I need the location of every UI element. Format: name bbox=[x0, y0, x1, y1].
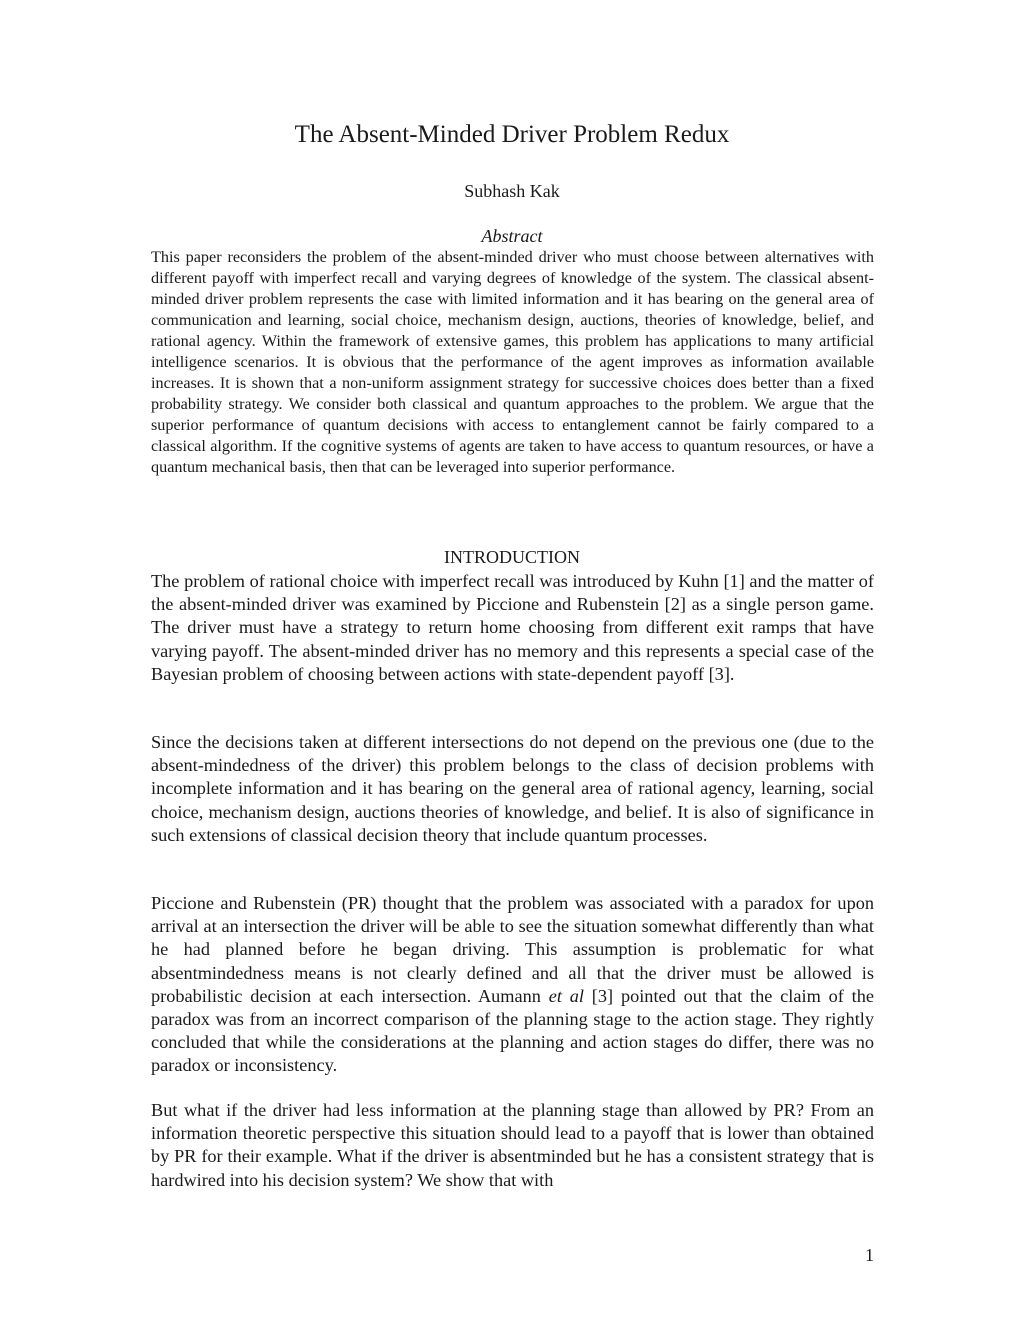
author-name: Subhash Kak bbox=[464, 181, 560, 201]
abstract-heading: Abstract bbox=[481, 226, 543, 246]
introduction-heading: INTRODUCTION bbox=[444, 547, 580, 567]
intro-paragraph-1: The problem of rational choice with imperfect recall was introduced by Kuhn [1] and the matter of the absent-minded driver was examined by Piccione and Rubenstein [2] as a single person game. The driver must have a strategy to return home choosing from different exit ramps that have varying payoff. The absent-minded driver has no memory and this represents a special case of the Bayesian problem of choosing between actions with state-dependent payoff [3]. bbox=[151, 571, 874, 684]
abstract-text: This paper reconsiders the problem of the absent-minded driver who must choose between alternatives with different payoff with imperfect recall and varying degrees of knowledge of the system. The classical absent-minded driver problem represents the case with limited information and it has bearing on the general area of communication and learning, social choice, mechanism design, auctions, theories of knowledge, belief, and rational agency. Within the framework of extensive games, this problem has applications to many artificial intelligence scenarios. It is obvious that the performance of the agent improves as information available increases. It is shown that a non-uniform assignment strategy for successive choices does better than a fixed probability strategy. We consider both classical and quantum approaches to the problem. We argue that the superior performance of quantum decisions with access to entanglement cannot be fairly compared to a classical algorithm. If the cognitive systems of agents are taken to have access to quantum resources, or have a quantum mechanical basis, then that can be leveraged into superior performance. bbox=[151, 248, 874, 476]
paragraph-3-text-b: [3] pointed out that the claim of the paradox was from an incorrect comparison of the planning stage to the action stage. They rightly concluded that while the considerations at the planning and action stages do differ, there was no paradox or inconsistency. bbox=[151, 985, 874, 1076]
intro-paragraph-4: But what if the driver had less information at the planning stage than allowed by PR? From an information theoretic perspective this situation should lead to a payoff that is lower than obtained by PR for their example. What if the driver is absentminded but he has a consistent strategy that is hardwired into his decision system? We show that with bbox=[151, 1100, 874, 1190]
paragraph-3-text-a: Piccione and Rubenstein (PR) thought that the problem was associated with a paradox for upon arrival at an intersection the driver will be able to see the situation somewhat differently than what he had planned before he began driving. This assumption is problematic for what absentmindedness means is not clearly defined and all that the driver must be allowed is probabilistic decision at each intersection. Aumann bbox=[151, 893, 874, 1006]
page-number: 1 bbox=[865, 1245, 874, 1265]
paper-title: The Absent-Minded Driver Problem Redux bbox=[294, 121, 730, 148]
intro-paragraph-3 bbox=[151, 892, 874, 1078]
et-al-italic: et al bbox=[548, 985, 584, 1006]
intro-paragraph-2: Since the decisions taken at different intersections do not depend on the previous one (due to the absent-mindedness of the driver) this problem belongs to the class of decision problems with incomplete information and it has bearing on the general area of rational agency, learning, social choice, mechanism design, auctions theories of knowledge, and belief. It is also of significance in such extensions of classical decision theory that include quantum processes. bbox=[151, 732, 874, 845]
